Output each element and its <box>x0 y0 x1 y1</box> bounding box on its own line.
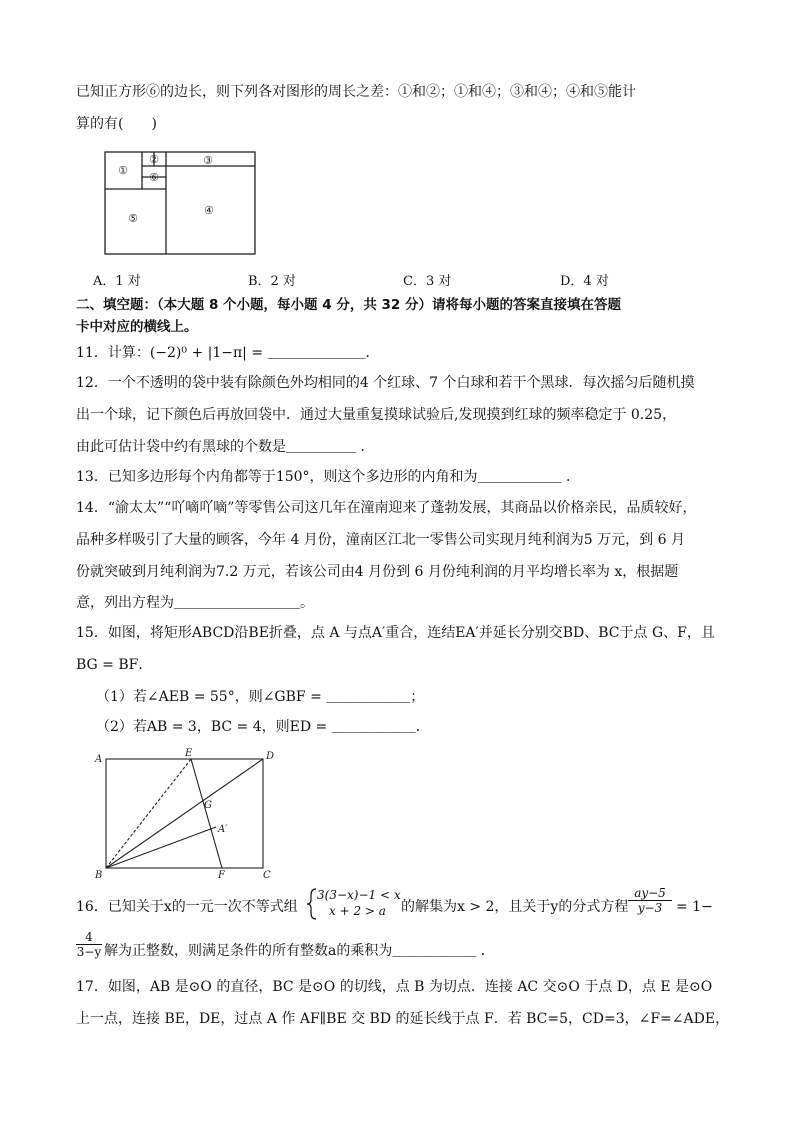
choice-d: D．4 对 <box>560 274 609 289</box>
q14-line3: 份就突破到月纯利润为7.2 万元，若该公司由4 月份到 6 月份纯利润的月平均增长率为 x，根据题 <box>76 564 679 580</box>
q16-prefix: 16．已知关于x的一元一次不等式组 <box>76 899 298 915</box>
q14-line1: 14．“渝太太”“吖嘀吖嘀”等零售公司这几年在潼南迎来了蓬勃发展，其商品以价格亲民，品质较好， <box>76 500 697 516</box>
fig-point-c: C <box>263 870 271 880</box>
choice-a: A．1 对 <box>93 274 141 289</box>
fig-point-d: D <box>266 751 275 762</box>
choice-c: C．3 对 <box>403 274 452 289</box>
q16-inequality-1: 3(3−x)−1 < x <box>317 888 401 902</box>
q17-line1: 17．如图，AB 是⊙O 的直径，BC 是⊙O 的切线，点 B 为切点．连接 AC 交⊙O 于点 D，点 E 是⊙O <box>76 979 713 995</box>
fig-point-e: E <box>185 748 193 759</box>
q15-line1: 15．如图，将矩形ABCD沿BE折叠，点 A 与点A′重合，连结EA′并延长分别交BD、BC于点 G、F，且 <box>76 625 715 641</box>
q16-middle: 的解集为x > 2，且关于y的分式方程 <box>401 899 629 915</box>
q13-text: 13．已知多边形每个内角都等于150°，则这个多边形的内角和为＿＿＿＿＿＿ ． <box>76 469 580 485</box>
q10-text-line1: 已知正方形⑥的边长，则下列各对图形的周长之差：①和②；①和④；③和④；④和⑤能计 <box>76 84 636 100</box>
fig-label-6: ⑥ <box>149 171 159 184</box>
q15-part2: （2）若AB = 3，BC = 4，则ED = ＿＿＿＿＿＿． <box>96 719 430 735</box>
q16-tail: = 1− <box>676 899 713 915</box>
fig-point-f: F <box>218 870 225 880</box>
q17-line2: 上一点，连接 BE，DE，过点 A 作 AF∥BE 交 BD 的延长线于点 F．若 BC=5，CD=3，∠F=∠ADE， <box>76 1011 730 1027</box>
q16-fraction2-denominator: 3−y <box>76 945 102 959</box>
q10-squares-figure <box>96 146 266 258</box>
fig-point-b: B <box>95 870 103 880</box>
q16-fraction1-denominator: y−3 <box>628 900 672 915</box>
fig-label-3: ③ <box>203 154 213 167</box>
section2-header-line1: 二、填空题：（本大题 8 个小题，每小题 4 分，共 32 分）请将每小题的答案直接填在答题 <box>76 297 622 313</box>
choice-b: B．2 对 <box>248 274 296 289</box>
q15-rectangle-figure <box>90 745 280 880</box>
q16-fraction1 <box>628 886 672 915</box>
q14-line4: 意，列出方程为＿＿＿＿＿＿＿＿＿。 <box>76 595 314 611</box>
fig-point-a: A <box>95 754 103 765</box>
q11-text: 11．计算：(−2)⁰ + |1−π| = ＿＿＿＿＿＿＿． <box>76 345 380 361</box>
fig-point-a-prime: A′ <box>218 824 228 835</box>
fig-label-4: ④ <box>204 204 214 217</box>
section2-header-line2: 卡中对应的横线上。 <box>76 319 198 335</box>
q16-fraction2-numerator: 4 <box>85 930 93 944</box>
q12-line2: 出一个球，记下颜色后再放回袋中．通过大量重复摸球试验后,发现摸到红球的频率稳定于 0.25， <box>76 407 677 423</box>
q10-text-line2: 算的有( ) <box>76 116 157 132</box>
q16-inequality-2: x + 2 > a <box>329 904 386 918</box>
q16-fraction2 <box>76 930 102 959</box>
q16-fraction1-numerator: ay−5 <box>634 886 666 900</box>
fig-point-g: G <box>204 800 212 811</box>
fig-label-2: ② <box>149 153 159 166</box>
fig-label-1: ① <box>118 164 128 177</box>
q14-line2: 品种多样吸引了大量的顾客，今年 4 月份，潼南区江北一零售公司实现月纯利润为5 万元，到 6 月 <box>76 532 685 548</box>
q12-line1: 12．一个不透明的袋中装有除颜色外均相同的4 个红球、7 个白球和若干个黑球．每次摇匀后随机摸 <box>76 375 695 391</box>
q15-part1: （1）若∠AEB = 55°，则∠GBF = ＿＿＿＿＿＿； <box>96 689 425 705</box>
fig-label-5: ⑤ <box>128 212 138 225</box>
q16-line2: 解为正整数，则满足条件的所有整数a的乘积为＿＿＿＿＿＿ ． <box>104 943 495 959</box>
q12-line3: 由此可估计袋中约有黑球的个数是＿＿＿＿＿ ． <box>76 439 375 455</box>
q15-line2: BG = BF． <box>76 657 153 673</box>
